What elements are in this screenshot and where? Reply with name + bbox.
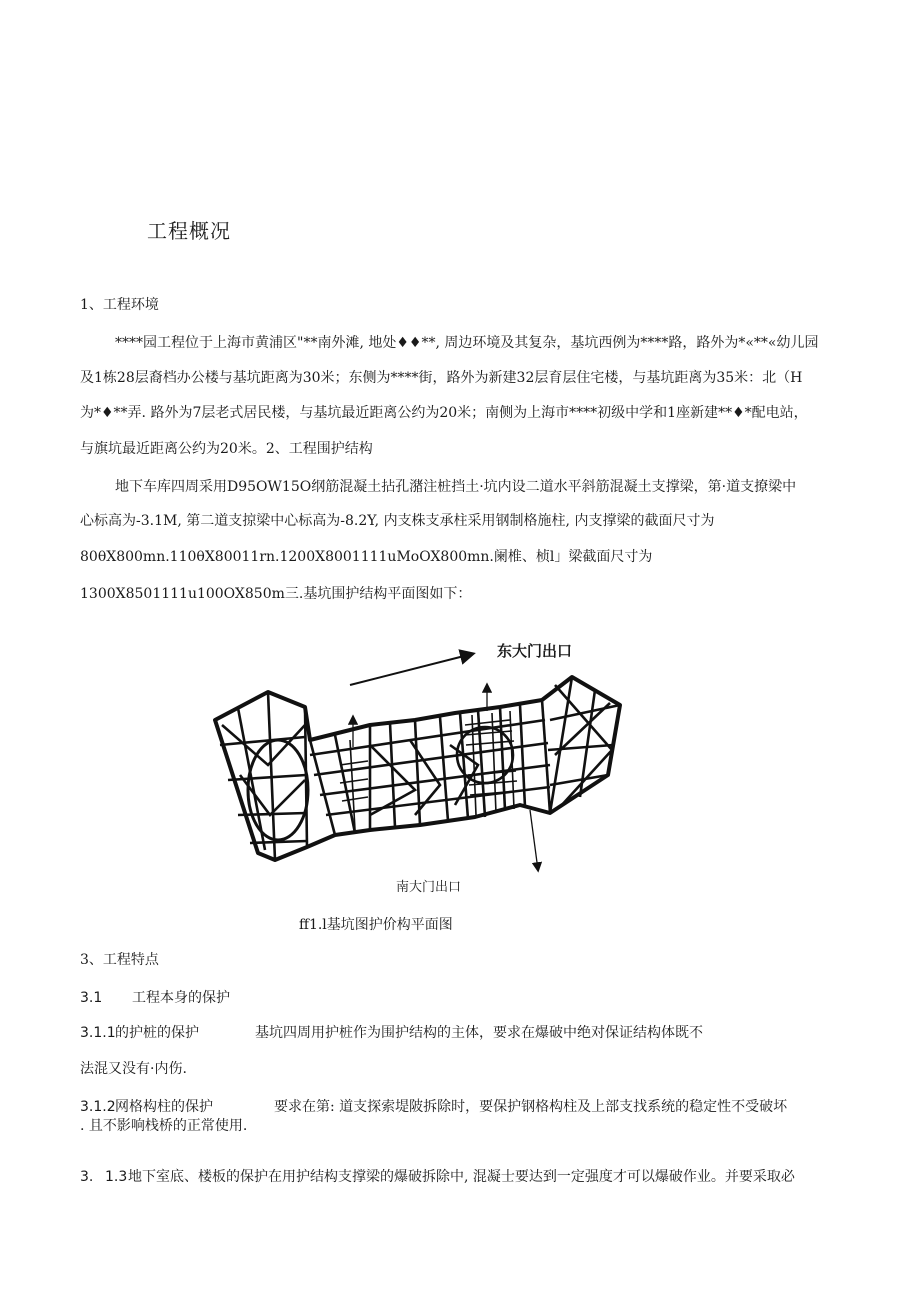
- paragraph-1-line-2: 及1栋28层裔档办公楼与基坑距离为30米；东侧为****街，路外为新建32层育层住宅楼，与基坑距离为35米：北（H: [80, 370, 803, 386]
- east-gate-label: 东大门出口: [497, 642, 573, 660]
- paragraph-2-line-2: 心标高为-3.1M, 第二道支掠梁中心标高为-8.2Y, 内支株支承柱采用钢制格施柱, 内支撑梁的截面尺寸为: [80, 513, 715, 529]
- figure-caption: ff1.l基坑图护价构平面图: [299, 917, 453, 933]
- east-direction-arrow: [350, 654, 472, 685]
- section-3-1-1-label: 的护桩的保护: [115, 1025, 199, 1041]
- paragraph-2-line-3: 80θX800mn.110θX80011rn.1200X8001111uMoOX800mn.阑椎、桢l」梁截面尺寸为: [80, 549, 653, 565]
- section-3-1-1-continuation: 法混又没有·内伤.: [80, 1061, 187, 1077]
- paragraph-1-line-1: ****园工程位于上海市黄浦区"**南外滩, 地处♦♦**, 周边环境及其复杂，基坑西例为****路，路外为*«**«幼儿园: [115, 335, 819, 351]
- section-3-1-2-text: 要求在第: 道支探索堤陂拆除时，要保护钢格构柱及上部支找系统的稳定性不受破坏: [274, 1099, 788, 1115]
- section-1-heading: 1、工程环境: [80, 297, 159, 313]
- section-3-1-3-number: 1.3: [105, 1169, 128, 1185]
- pit-plan-figure: [210, 625, 630, 895]
- south-gate-label: 南大门出口: [396, 880, 462, 895]
- section-3-1-2-number: 3.1.2: [80, 1099, 116, 1115]
- pit-support-grid: [220, 677, 620, 860]
- page-title: 工程概况: [147, 219, 231, 243]
- section-3-1-3-text: 地下室底、楼板的保护在用护结构支撑梁的爆破拆除中, 混凝士要达到一定强度才可以爆破作业。并要采取必: [128, 1169, 795, 1185]
- paragraph-2-line-4: 1300X8501111u100OX850m三.基坑围护结构平面图如下：: [80, 586, 472, 602]
- paragraph-2-line-1: 地下车库四周采用D95OW15O纲筋混凝土拈孔潴注桩挡土·坑内设二道水平斜筋混凝土支撑梁，第·道支撩梁中: [115, 479, 797, 495]
- section-3-1-2-continuation: . 且不影响栈桥的正常使用.: [80, 1118, 248, 1134]
- section-3-1-2-label: 网格构柱的保护: [115, 1099, 213, 1115]
- section-3-1-number: 3.1: [80, 990, 103, 1006]
- section-3-heading: 3、工程特点: [80, 952, 159, 968]
- section-3-1-1-text: 基坑四周用护桩作为围护结构的主体，要求在爆破中绝对保证结构体既不: [255, 1025, 703, 1041]
- paragraph-1-line-3: 为*♦**弄. 路外为7层老式居民楼，与基坑最近距离公约为20米；南侧为上海市****初级中学和1座新建**♦*配电站，: [80, 405, 808, 421]
- paragraph-1-line-4: 与旗坑最近距离公约为20米。2、工程围护结构: [80, 441, 373, 457]
- section-3-1-1-number: 3.1.1: [80, 1025, 116, 1041]
- section-3-1-3-number-prefix: 3.: [80, 1169, 94, 1185]
- pit-plan-drawing: [210, 625, 630, 895]
- south-arrow: [530, 810, 538, 870]
- section-3-1-title: 工程本身的保护: [132, 990, 230, 1006]
